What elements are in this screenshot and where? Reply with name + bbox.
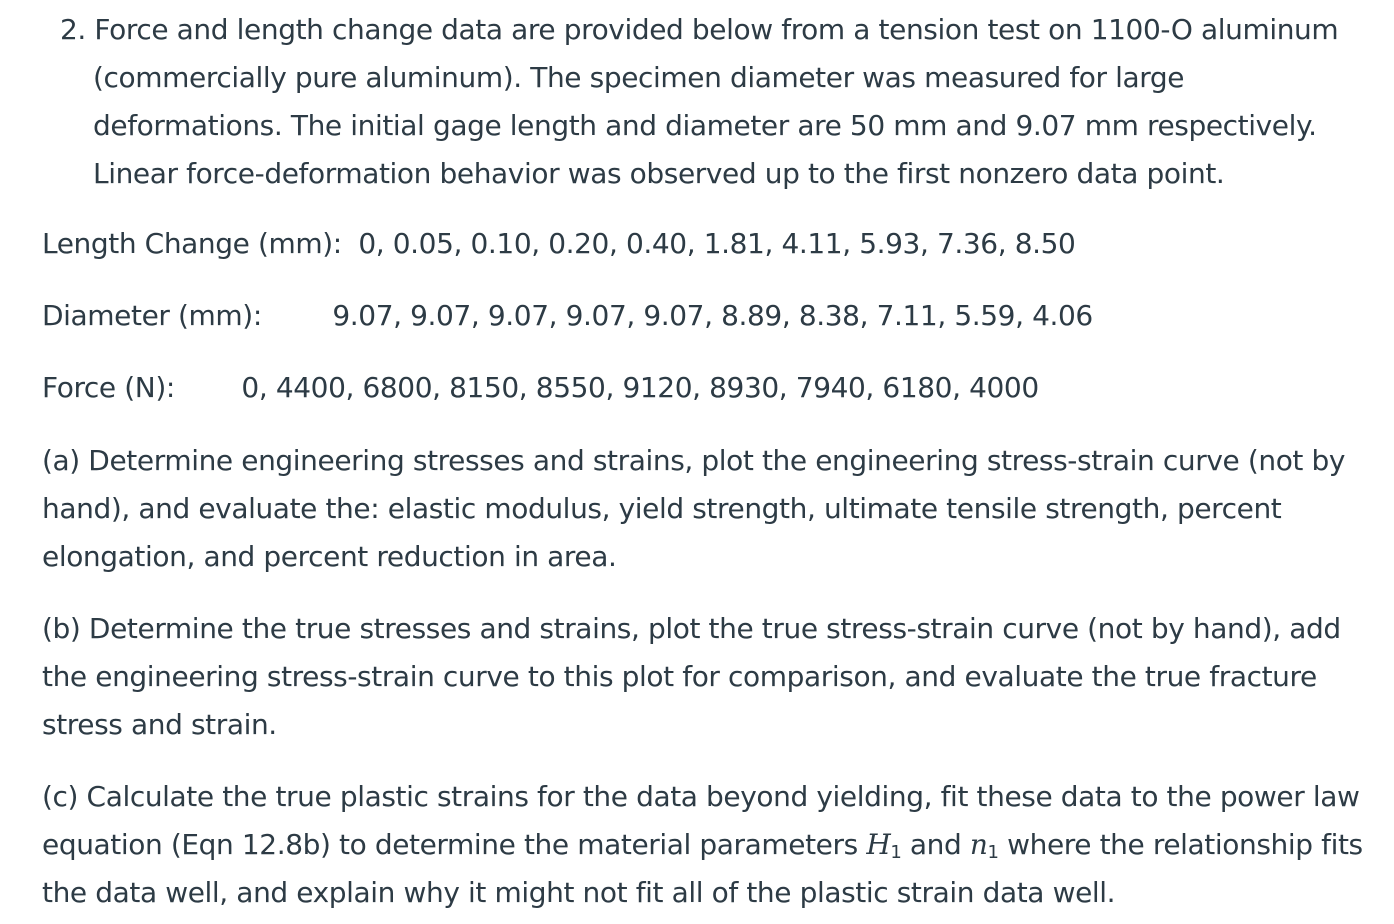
part-a-line-2: hand), and evaluate the: elastic modulus, yield strength, ultimate tensile strength, percent: [42, 492, 1282, 525]
length-change-label: Length Change (mm):: [42, 227, 342, 260]
problem-line-2: (commercially pure aluminum). The specimen diameter was measured for large: [93, 61, 1185, 94]
diameter-values: 9.07, 9.07, 9.07, 9.07, 9.07, 8.89, 8.38, 7.11, 5.59, 4.06: [332, 299, 1093, 332]
part-c-line-2: [42, 821, 1382, 869]
n-subscript: 1: [987, 842, 999, 863]
force-label: Force (N):: [42, 371, 175, 404]
diameter-row: [42, 292, 1093, 340]
part-c-line-2-start: equation (Eqn 12.8b) to determine the material parameters: [42, 828, 867, 861]
length-change-values: 0, 0.05, 0.10, 0.20, 0.40, 1.81, 4.11, 5.93, 7.36, 8.50: [358, 227, 1076, 260]
part-c-line-2-end: where the relationship fits: [998, 828, 1363, 861]
part-a-line-1: (a) Determine engineering stresses and strains, plot the engineering stress-strain curve (not by: [42, 444, 1346, 477]
diameter-label: Diameter (mm):: [42, 299, 262, 332]
h-subscript: 1: [890, 842, 902, 863]
force-row: [42, 364, 1039, 412]
part-b-line-2: the engineering stress-strain curve to this plot for comparison, and evaluate the true fracture: [42, 660, 1317, 693]
problem-line-4: Linear force-deformation behavior was observed up to the first nonzero data point.: [93, 157, 1225, 190]
part-b-line-1: (b) Determine the true stresses and strains, plot the true stress-strain curve (not by hand), add: [42, 612, 1341, 645]
length-change-row: [42, 220, 1075, 268]
part-c: [42, 773, 1382, 917]
h-letter: H: [866, 828, 891, 861]
n1-symbol: [970, 828, 999, 861]
n-letter: n: [969, 828, 988, 861]
part-a: [42, 437, 1382, 581]
part-a-line-3: elongation, and percent reduction in area.: [42, 540, 617, 573]
part-c-line-3: the data well, and explain why it might not fit all of the plastic strain data well.: [42, 876, 1116, 909]
force-values: 0, 4400, 6800, 8150, 8550, 9120, 8930, 7940, 6180, 4000: [241, 371, 1039, 404]
part-b: [42, 605, 1382, 749]
problem-statement: [60, 6, 1380, 198]
problem-line-1: 2. Force and length change data are provided below from a tension test on 1100-O aluminum: [60, 13, 1339, 46]
part-c-line-2-mid: and: [901, 828, 970, 861]
problem-line-3: deformations. The initial gage length and diameter are 50 mm and 9.07 mm respectively.: [93, 109, 1317, 142]
h1-symbol: [866, 828, 901, 861]
part-c-line-1: (c) Calculate the true plastic strains for the data beyond yielding, fit these data to the power law: [42, 780, 1360, 813]
part-b-line-3: stress and strain.: [42, 708, 277, 741]
